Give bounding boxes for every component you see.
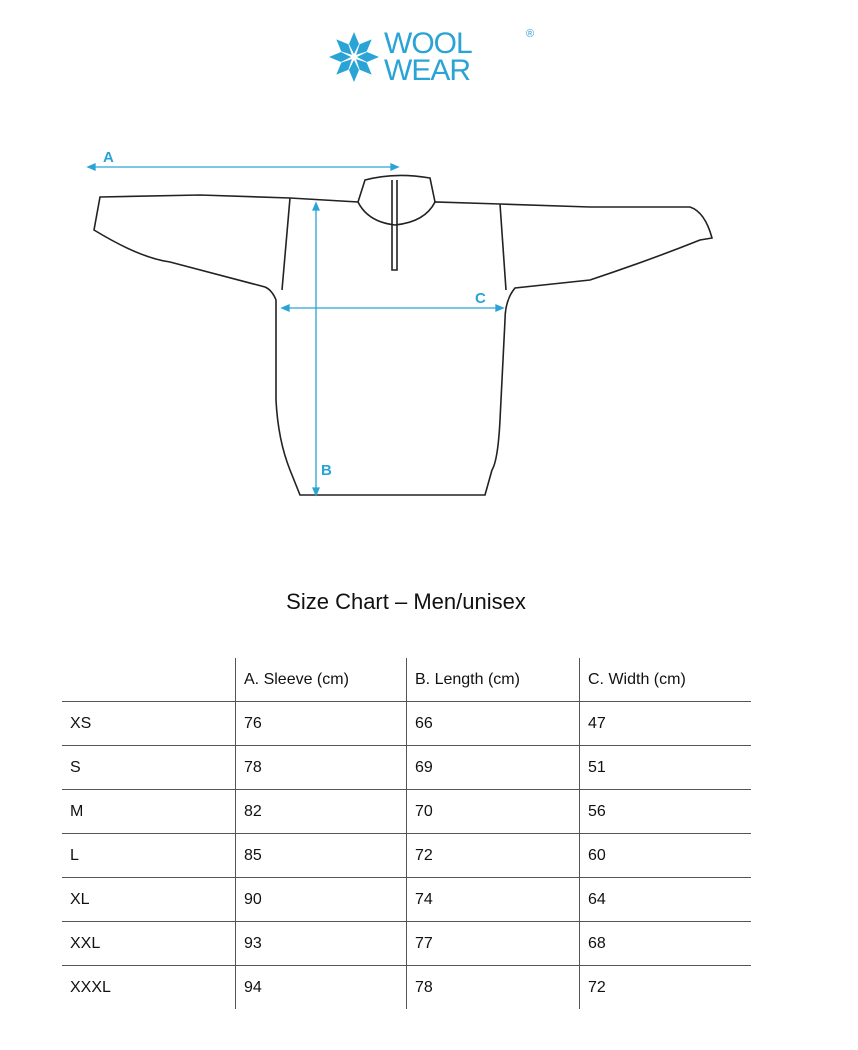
cell-size: XS: [62, 702, 236, 746]
cell-width: 72: [580, 966, 752, 1010]
table-header: [62, 658, 751, 702]
cell-width: 51: [580, 746, 752, 790]
cell-sleeve: 90: [236, 878, 407, 922]
cell-length: 77: [407, 922, 580, 966]
logo-line1: WOOL: [384, 27, 472, 60]
cell-sleeve: 78: [236, 746, 407, 790]
header-length: B. Length (cm): [407, 658, 580, 702]
cell-size: XXXL: [70, 978, 111, 996]
cell-width: 56: [580, 790, 752, 834]
cell-length: 78: [407, 966, 580, 1010]
table-row: [62, 878, 751, 922]
label-c: C: [475, 290, 486, 307]
table-row: [62, 746, 751, 790]
header-width: C. Width (cm): [580, 658, 752, 702]
cell-length: 69: [407, 746, 580, 790]
table-row: [62, 834, 751, 878]
cell-size: XXL: [62, 922, 236, 966]
table-row: [62, 702, 751, 746]
label-b: B: [321, 462, 332, 479]
cell-length: 70: [407, 790, 580, 834]
logo-line2: WEAR: [384, 54, 470, 87]
cell-sleeve: 82: [236, 790, 407, 834]
sweater-outline: [94, 175, 712, 495]
table-row: [62, 922, 751, 966]
header-size: [62, 658, 236, 702]
cell-length: 74: [407, 878, 580, 922]
cell-width: 60: [580, 834, 752, 878]
logo: [328, 27, 535, 87]
cell-width: 47: [580, 702, 752, 746]
cell-sleeve: 94: [236, 966, 407, 1010]
cell-size: M: [62, 790, 236, 834]
table-row: [62, 790, 751, 834]
cell-size: XL: [62, 878, 236, 922]
cell-size: S: [62, 746, 236, 790]
snowflake-icon: [328, 31, 380, 83]
measurement-arrows: [88, 164, 503, 495]
cell-sleeve: 76: [236, 702, 407, 746]
cell-width: 64: [580, 878, 752, 922]
size-table: [62, 658, 751, 1009]
page-title: Size Chart – Men/unisex: [286, 589, 526, 614]
registered-mark: ®: [526, 28, 535, 40]
cell-length: 72: [407, 834, 580, 878]
cell-length: 66: [407, 702, 580, 746]
label-a: A: [103, 149, 114, 166]
cell-size: L: [62, 834, 236, 878]
cell-sleeve: 93: [236, 922, 407, 966]
header-sleeve: A. Sleeve (cm): [236, 658, 407, 702]
cell-sleeve: 85: [236, 834, 407, 878]
cell-width: 68: [580, 922, 752, 966]
sweater-diagram: [0, 130, 858, 510]
table-row: [62, 966, 751, 1010]
